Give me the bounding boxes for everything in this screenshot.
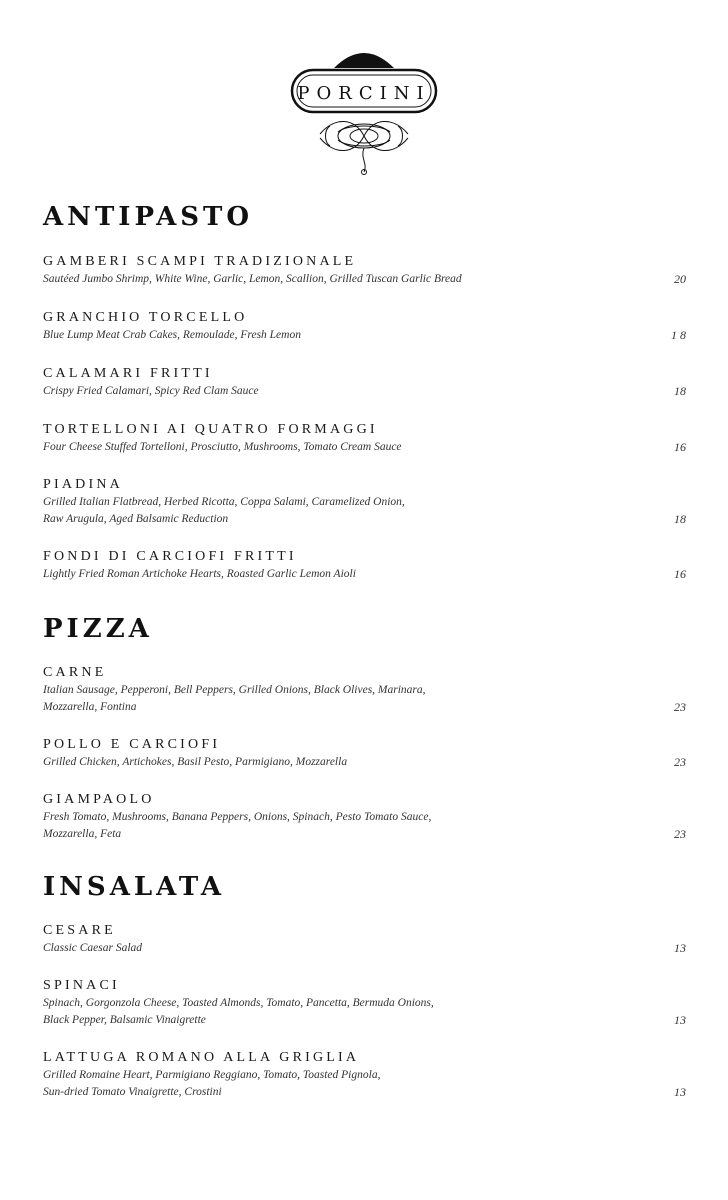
item-description: Spinach, Gorgonzola Cheese, Toasted Almonds, Tomato, Pancetta, Bermuda Onions, Black Pepper, Balsamic Vinaigrette <box>43 997 434 1026</box>
item-name: CESARE <box>43 923 116 938</box>
item-price: 16 <box>674 440 686 454</box>
menu-item <box>43 736 688 771</box>
menu-item <box>43 365 688 400</box>
item-name: GAMBERI SCAMPI TRADIZIONALE <box>43 254 357 269</box>
menu-item <box>43 253 688 288</box>
menu-item <box>43 309 688 344</box>
item-price: 23 <box>674 755 686 769</box>
item-price: 16 <box>674 567 686 581</box>
item-name: GIAMPAOLO <box>43 792 155 807</box>
item-price: 20 <box>674 272 686 286</box>
item-price: 23 <box>674 827 686 841</box>
menu-item <box>43 476 688 528</box>
item-description: Fresh Tomato, Mushrooms, Banana Peppers, Onions, Spinach, Pesto Tomato Sauce, Mozzarella, Feta <box>43 811 432 840</box>
item-price: 23 <box>674 700 686 714</box>
menu-item <box>43 922 688 957</box>
menu-item <box>43 977 688 1029</box>
menu-item <box>43 791 688 843</box>
section-title-antipasto: ANTIPASTO <box>43 202 254 232</box>
item-description: Sautéed Jumbo Shrimp, White Wine, Garlic, Lemon, Scallion, Grilled Tuscan Garlic Bread <box>43 273 462 285</box>
item-name: LATTUGA ROMANO ALLA GRIGLIA <box>43 1050 360 1065</box>
item-description: Classic Caesar Salad <box>43 942 143 954</box>
menu-item <box>43 548 688 583</box>
item-price: 13 <box>674 941 686 955</box>
item-description: Grilled Italian Flatbread, Herbed Ricotta, Coppa Salami, Caramelized Onion, Raw Arugula, Aged Balsamic Reduction <box>43 496 405 525</box>
item-description: Lightly Fried Roman Artichoke Hearts, Roasted Garlic Lemon Aioli <box>43 568 356 580</box>
item-name: SPINACI <box>43 978 120 993</box>
item-description: Grilled Chicken, Artichokes, Basil Pesto, Parmigiano, Mozzarella <box>43 756 348 768</box>
item-description: Grilled Romaine Heart, Parmigiano Reggiano, Tomato, Toasted Pignola, Sun-dried Tomato Vinaigrette, Crostini <box>43 1069 381 1098</box>
section-title-pizza: PIZZA <box>43 614 153 644</box>
item-description: Crispy Fried Calamari, Spicy Red Clam Sauce <box>43 385 259 397</box>
item-description: Four Cheese Stuffed Tortelloni, Prosciutto, Mushrooms, Tomato Cream Sauce <box>43 441 402 453</box>
section-title-insalata: INSALATA <box>43 872 226 902</box>
item-name: CALAMARI FRITTI <box>43 366 213 381</box>
menu-item <box>43 421 688 456</box>
menu-item <box>43 664 688 716</box>
logo-wordmark: PORCINI <box>297 83 431 104</box>
porcini-logo <box>290 46 438 178</box>
item-price: 13 <box>674 1013 686 1027</box>
item-description: Italian Sausage, Pepperoni, Bell Peppers, Grilled Onions, Black Olives, Marinara, Mozzarella, Fontina <box>43 684 426 713</box>
item-price: 13 <box>674 1085 686 1099</box>
item-price: 18 <box>674 512 686 526</box>
item-name: FONDI DI CARCIOFI FRITTI <box>43 549 297 564</box>
item-name: CARNE <box>43 665 107 680</box>
item-price: 1 8 <box>671 328 686 342</box>
item-name: GRANCHIO TORCELLO <box>43 310 248 325</box>
item-name: POLLO E CARCIOFI <box>43 737 221 752</box>
item-description: Blue Lump Meat Crab Cakes, Remoulade, Fresh Lemon <box>43 329 301 341</box>
menu-item <box>43 1049 688 1101</box>
item-name: TORTELLONI AI QUATRO FORMAGGI <box>43 422 378 437</box>
porcini-logo-flourish-icon <box>290 46 438 178</box>
item-name: PIADINA <box>43 477 123 492</box>
item-price: 18 <box>674 384 686 398</box>
